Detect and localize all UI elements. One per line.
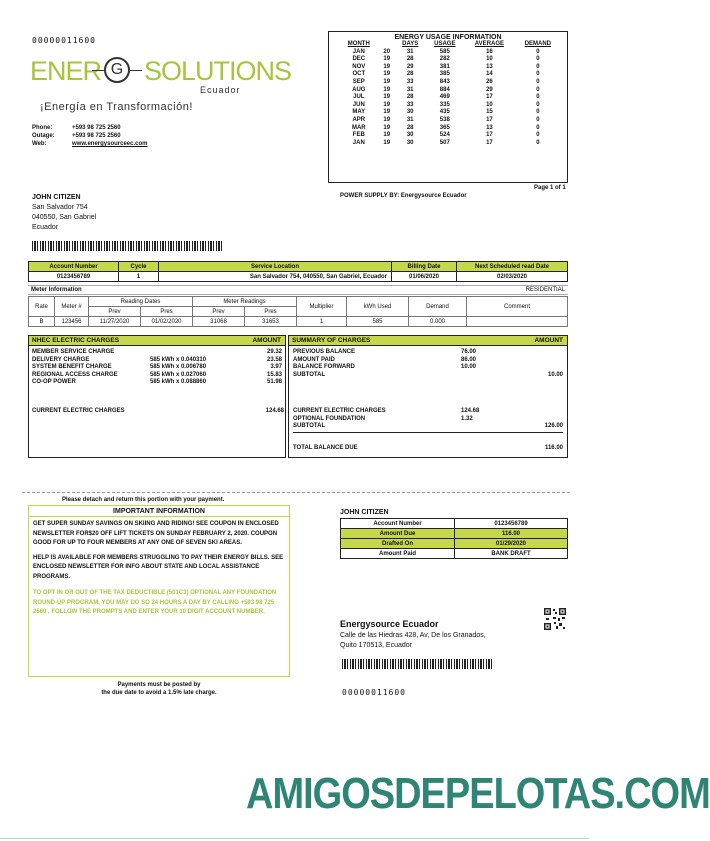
usage-cell: 29	[486, 86, 493, 93]
usage-cell: 19	[383, 56, 391, 63]
logo-text-left: ENER	[30, 56, 102, 86]
power-supply: POWER SUPPLY BY: Energysource Ecuador	[340, 193, 467, 199]
usage-cell: 0	[536, 124, 540, 131]
usage-cell: 335	[439, 101, 450, 108]
usage-cell: 30	[406, 139, 414, 146]
usage-cell: JAN	[352, 48, 365, 55]
important-info-box: IMPORTANT INFORMATION GET SUPER SUNDAY SAVINGS ON SKIING AND RIDING! SEE COUPON IN ENCLOSED NEWSLETTER FOR$20 OFF LIFT TICKETS ON SUNDAY FEBRUARY 2, 2020. COUPON GOOD FOR UP TO FOUR MEMBERS AT ANY ONE OF SEVEN SKI AREAS. HELP IS AVAILABLE FOR MEMBERS STRUGGLING TO PAY THEIR ENERGY BILLS. SEE ENCLOSED NEWSLETTER FOR INFO ABOUT STATE AND LOCAL ASSISTANCE PROGRAMS. TO OPT IN OR OUT OF THE TAX DEDUCTIBLE (501C3) OPTIONAL ANY FOUNDATION ROUND-UP PROGRAM, YOU MAY DO SO 24 HOURS A DAY BY CALLING +593 98 725 2560 , FOLLOW THE PROMPTS AND ENTER YOUR 10 DIGIT ACCOUNT NUMBER.	[28, 505, 290, 677]
meter-cell: 123456	[55, 317, 89, 327]
meter-cell	[467, 317, 568, 327]
usage-cell: 381	[439, 63, 450, 70]
electric-charges-box: NHEC ELECTRIC CHARGES AMOUNT MEMBER SERVICE CHARGE 29.32 DELIVERY CHARGE 585 kWh x 0.040310 23.58 SYSTEM BENEFIT CHARGE 585 kWh x 0.006780 3.97 REGIONAL ACCESS CHARGE 585 kWh x 0.027060 15.83 CO-OP POWER 585 kWh x 0.088860 51.98 CURRENT ELECTRIC CHARGES 124.68	[28, 335, 286, 458]
usage-cell: 19	[383, 132, 391, 139]
usage-cell: 0	[536, 63, 540, 70]
usage-cell: 19	[383, 94, 391, 101]
remit-address: Energysource Ecuador Calle de las Hiedras 428, Av, De los Granados, Quito 170513, Ecuador	[340, 619, 486, 649]
usage-cell: 17	[486, 94, 493, 101]
usage-cell: 0	[536, 71, 540, 78]
usage-cell: 16	[486, 48, 493, 55]
usage-row	[339, 56, 561, 64]
usage-cell: 30	[406, 132, 414, 139]
usage-row	[339, 87, 561, 95]
usage-row	[339, 125, 561, 133]
usage-cell: 19	[383, 124, 391, 131]
charge-line: CO-OP POWER 585 kWh x 0.088860 51.98	[32, 379, 282, 386]
total-balance-due: 116.00	[544, 445, 563, 451]
charge-line: MEMBER SERVICE CHARGE 29.32	[32, 349, 282, 355]
usage-cell: 19	[383, 116, 391, 123]
website-link[interactable]: www.energysourceec.com	[72, 141, 148, 147]
energy-usage-box	[328, 31, 568, 183]
usage-row	[339, 140, 561, 148]
stub-customer-name: JOHN CITIZEN	[340, 509, 389, 516]
meter-cell: 0.000	[409, 317, 467, 327]
usage-cell: MAR	[351, 124, 366, 131]
usage-row	[339, 49, 561, 57]
usage-cell: 0	[536, 56, 540, 63]
usage-cell: 31	[406, 48, 414, 55]
usage-cell: 31	[406, 116, 414, 123]
remit-barcode	[342, 659, 492, 669]
page-bottom-edge	[0, 838, 589, 839]
usage-cell: 282	[439, 56, 450, 63]
usage-cell: 33	[406, 78, 414, 85]
meter-cell: 31653	[245, 317, 297, 327]
late-charge-note: Payments must be posted by the due date to avoid a 1.5% late charge.	[101, 682, 217, 696]
usage-cell: 19	[383, 63, 391, 70]
company-logo	[30, 52, 292, 102]
usage-cell: JAN	[352, 139, 365, 146]
usage-cell: AUG	[352, 86, 366, 93]
meter-info-bar: Meter Information RESIDENTIAL	[28, 285, 568, 295]
customer-address: JOHN CITIZEN San Salvador 754 040550, San Gabriel Ecuador	[32, 194, 97, 231]
usage-cell: 28	[406, 94, 414, 101]
usage-cell: 469	[439, 94, 450, 101]
customer-name: JOHN CITIZEN	[32, 194, 81, 201]
usage-row	[339, 102, 561, 110]
meter-cell: 01/02/2020	[141, 317, 193, 327]
amount-due: 116.00	[455, 529, 568, 539]
usage-table	[339, 41, 561, 147]
logo-g-circle: G	[104, 57, 130, 83]
usage-row	[339, 117, 561, 125]
usage-cell: 365	[439, 124, 450, 131]
document-code: 00000011600	[32, 36, 96, 45]
usage-cell: 20	[383, 48, 391, 55]
summary-box: SUMMARY OF CHARGES AMOUNT PREVIOUS BALANCE 76.00 AMOUNT PAID 86.00 BALANCE FORWARD 10.00 SUBTOTAL 10.00 CURRENT ELECTRIC CHARGES 124.68 OPTIONAL FOUNDATION 1.32 SUBTOTAL 126.00 TOTAL BALANCE DUE 116.00	[288, 335, 568, 458]
usage-cell: NOV	[352, 63, 366, 70]
qr-code-icon	[544, 608, 566, 630]
usage-cell: 19	[383, 101, 391, 108]
usage-cell: 524	[439, 132, 450, 139]
usage-cell: 507	[439, 139, 450, 146]
usage-cell: 0	[536, 48, 540, 55]
usage-header: USAGE	[434, 41, 456, 47]
usage-cell: 28	[406, 71, 414, 78]
usage-cell: 884	[439, 86, 450, 93]
logo-text-right: SOLUTIONS	[144, 56, 292, 86]
meter-cell: 585	[347, 317, 409, 327]
usage-cell: 14	[486, 71, 493, 78]
usage-cell: 538	[439, 116, 450, 123]
usage-cell: 28	[406, 56, 414, 63]
meter-cell: B	[29, 317, 55, 327]
usage-cell: 585	[439, 48, 450, 55]
usage-cell: 843	[439, 78, 450, 85]
usage-cell: 0	[536, 139, 540, 146]
usage-row	[339, 64, 561, 72]
usage-cell: 19	[383, 109, 391, 116]
usage-cell: 31	[406, 86, 414, 93]
usage-cell: 33	[406, 101, 414, 108]
usage-header: MONTH	[347, 41, 370, 47]
usage-cell: 0	[536, 94, 540, 101]
usage-cell: 0	[536, 86, 540, 93]
usage-cell: 0	[536, 109, 540, 116]
usage-cell: 435	[439, 109, 450, 116]
usage-cell: 19	[383, 86, 391, 93]
usage-cell: 0	[536, 132, 540, 139]
usage-row	[339, 79, 561, 87]
usage-header: AVERAGE	[474, 41, 505, 47]
remit-code: 00000011600	[342, 688, 406, 697]
usage-cell: 19	[383, 139, 391, 146]
usage-cell: 28	[406, 124, 414, 131]
usage-header: DEMAND	[524, 41, 552, 47]
contact-block: Phone: +593 98 725 2560 Outage: +593 98 725 2560 Web: www.energysourceec.com	[32, 125, 148, 147]
meter-cell: 1	[297, 317, 347, 327]
charge-line: REGIONAL ACCESS CHARGE 585 kWh x 0.027060 15.83	[32, 371, 282, 378]
usage-cell: 30	[406, 109, 414, 116]
usage-cell: 0	[536, 78, 540, 85]
usage-cell: APR	[352, 116, 366, 123]
detach-note: Please detach and return this portion with your payment.	[62, 497, 225, 503]
usage-row	[339, 94, 561, 102]
meter-cell: 31068	[193, 317, 245, 327]
usage-row	[339, 109, 561, 117]
account-number: 0123456789	[29, 272, 119, 282]
usage-cell: JUN	[352, 101, 365, 108]
usage-cell: 19	[383, 78, 391, 85]
usage-cell: JUL	[353, 94, 365, 101]
usage-cell: SEP	[352, 78, 365, 85]
tagline: ¡Energía en Transformación!	[40, 101, 193, 113]
usage-cell: 17	[486, 116, 493, 123]
postal-barcode	[32, 241, 222, 251]
usage-cell: OCT	[352, 71, 366, 78]
usage-cell: 13	[486, 63, 493, 70]
logo-subtitle: Ecuador	[200, 85, 241, 95]
usage-cell: 385	[439, 71, 450, 78]
usage-title: ENERGY USAGE INFORMATION	[394, 34, 502, 41]
usage-row	[339, 132, 561, 140]
usage-cell: 10	[486, 56, 493, 63]
usage-cell: 15	[486, 109, 493, 116]
usage-cell: 29	[406, 63, 414, 70]
usage-cell: DEC	[352, 56, 366, 63]
watermark: AMIGOSDEPELOTAS.COM	[246, 770, 710, 819]
usage-row	[339, 71, 561, 79]
account-table: Account Number Cycle Service Location Billing Date Next Scheduled read Date 0123456789 1 San Salvador 754, 040550, San Gabriel, Ecuador 01/06/2020 02/03/2020	[28, 261, 568, 282]
usage-cell: 0	[536, 101, 540, 108]
usage-cell: FEB	[352, 132, 365, 139]
usage-cell: 17	[486, 132, 493, 139]
usage-cell: 17	[486, 139, 493, 146]
page-number: Page 1 of 1	[534, 185, 566, 191]
meter-cell: 11/27/2020	[89, 317, 141, 327]
usage-cell: 10	[486, 101, 493, 108]
meter-data-row	[29, 317, 568, 327]
usage-cell: MAY	[352, 109, 366, 116]
perforation-line	[22, 492, 570, 493]
usage-cell: 13	[486, 124, 493, 131]
usage-cell: 0	[536, 116, 540, 123]
charge-line: DELIVERY CHARGE 585 kWh x 0.040310 23.58	[32, 356, 282, 363]
usage-cell: 19	[383, 71, 391, 78]
usage-cell: 26	[486, 78, 493, 85]
usage-header: DAYS	[402, 41, 419, 47]
charge-line: SYSTEM BENEFIT CHARGE 585 kWh x 0.006780 3.97	[32, 364, 282, 371]
meter-table: Rate Meter # Reading Dates Meter Readings Multiplier kWh Used Demand Comment Prev Pres Prev Pres B 123456 11/27/2020 01/02/2020 31068 31653 1 585 0.000	[28, 296, 568, 327]
payment-stub-table: Account Number 0123456789 Amount Due 116.00 Drafted On 01/29/2020 Amount Paid BANK DRAFT	[340, 518, 568, 559]
